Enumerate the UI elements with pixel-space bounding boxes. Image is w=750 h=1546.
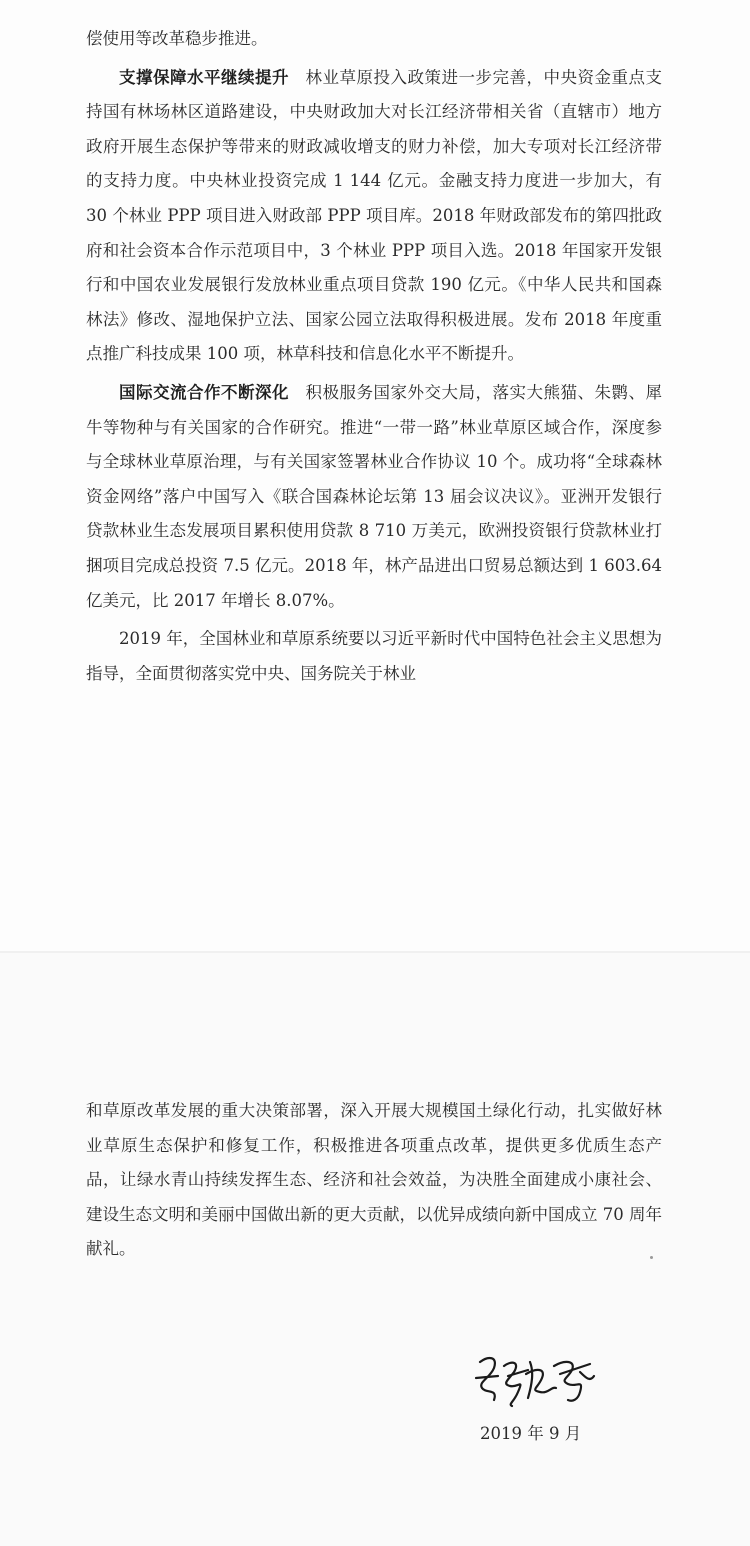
paragraph-international [86, 376, 662, 618]
paragraph-text: 和草原改革发展的重大决策部署，深入开展大规模国土绿化行动，扎实做好林业草原生态保护和修复工作，积极推进各项重点改革，提供更多优质生态产品，让绿水青山持续发挥生态、经济和社会效益，为决胜全面建成小康社会、建设生态文明和美丽中国做出新的更大贡献，以优异成绩向新中国成立 70 周年献礼。 [86, 1101, 662, 1259]
handwritten-signature [468, 1348, 608, 1410]
paragraph-continuation [86, 22, 662, 57]
page-divider [0, 951, 750, 953]
paragraph-2019 [86, 622, 662, 691]
paragraph-conclusion [86, 1094, 662, 1267]
paragraph-text: 2019 年，全国林业和草原系统要以习近平新时代中国特色社会主义思想为指导，全面贯彻落实党中央、国务院关于林业 [86, 629, 662, 683]
paragraph-text: 偿使用等改革稳步推进。 [86, 29, 268, 48]
section-heading: 国际交流合作不断深化 [119, 382, 289, 402]
paragraph-support [86, 61, 662, 372]
paragraph-text: 林业草原投入政策进一步完善，中央资金重点支持国有林场林区道路建设，中央财政加大对长江经济带相关省（直辖市）地方政府开展生态保护等带来的财政减收增支的财力补偿，加大专项对长江经济带的支持力度。中央林业投资完成 1 144 亿元。金融支持力度进一步加大，有 30 个林业 PPP 项目进入财政部 PPP 项目库。2018 年财政部发布的第四批政府和社会资本合作示范项目中，3 个林业 PPP 项目入选。2018 年国家开发银行和中国农业发展银行发放林业重点项目贷款 190 亿元。《中华人民共和国森林法》修改、湿地保护立法、国家公园立法取得积极进展。发布 2018 年度重点推广科技成果 100 项，林草科技和信息化水平不断提升。 [86, 67, 662, 364]
document-date: 2019 年 9 月 [480, 1424, 582, 1443]
page-top-text [86, 22, 662, 691]
section-heading: 支撑保障水平继续提升 [119, 67, 289, 87]
paragraph-text: 积极服务国家外交大局，落实大熊猫、朱鹮、犀牛等物种与有关国家的合作研究。推进“一带一路”林业草原区域合作，深度参与全球林业草原治理，与有关国家签署林业合作协议 10 个。成功将“全球森林资金网络”落户中国写入《联合国森林论坛第 13 届会议决议》。亚洲开发银行贷款林业生态发展项目累积使用贷款 8 710 万美元，欧洲投资银行贷款林业打捆项目完成总投资 7.5 亿元。2018 年，林产品进出口贸易总额达到 1 603.64 亿美元，比 2017 年增长 8.07%。 [86, 382, 662, 610]
paper-speck [650, 1256, 653, 1259]
page-bottom-text [86, 1094, 662, 1267]
